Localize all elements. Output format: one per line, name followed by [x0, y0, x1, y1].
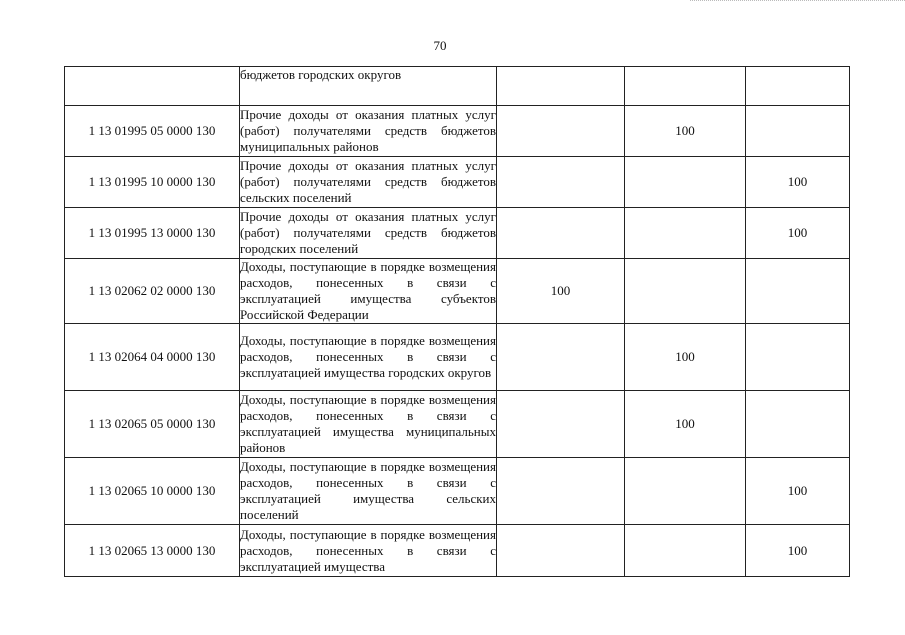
description-text: Прочие доходы от оказания платных услуг (работ) получателями средств бюджетов городских поселений	[240, 209, 496, 256]
value-cell	[625, 458, 746, 525]
revenue-code-table	[64, 66, 850, 577]
description-cell	[240, 525, 497, 577]
value-cell: 100	[746, 208, 850, 259]
code-cell	[65, 67, 240, 106]
description-text: Доходы, поступающие в порядке возмещения расходов, понесенных в связи с эксплуатацией имущества субъектов Российской Федерации	[240, 259, 496, 322]
table-row	[65, 67, 850, 106]
description-cell	[240, 324, 497, 391]
description-text: бюджетов городских округов	[240, 67, 402, 82]
table-row	[65, 106, 850, 157]
value-cell: 100	[746, 458, 850, 525]
table-row	[65, 458, 850, 525]
value-cell	[497, 208, 625, 259]
description-text: Прочие доходы от оказания платных услуг (работ) получателями средств бюджетов муниципальных районов	[240, 107, 496, 154]
value-cell	[497, 525, 625, 577]
code-cell: 1 13 02064 04 0000 130	[65, 324, 240, 391]
table-row	[65, 259, 850, 324]
code-cell: 1 13 01995 10 0000 130	[65, 157, 240, 208]
table-row	[65, 208, 850, 259]
table-row	[65, 324, 850, 391]
table-row	[65, 391, 850, 458]
description-cell	[240, 106, 497, 157]
value-cell: 100	[497, 259, 625, 324]
value-cell	[625, 259, 746, 324]
value-cell: 100	[746, 525, 850, 577]
table-row	[65, 157, 850, 208]
value-cell	[497, 458, 625, 525]
value-cell	[497, 391, 625, 458]
value-cell: 100	[625, 324, 746, 391]
description-cell	[240, 157, 497, 208]
description-cell	[240, 259, 497, 324]
code-cell: 1 13 02065 10 0000 130	[65, 458, 240, 525]
description-text: Прочие доходы от оказания платных услуг (работ) получателями средств бюджетов сельских поселений	[240, 158, 496, 205]
value-cell	[497, 106, 625, 157]
description-text: Доходы, поступающие в порядке возмещения расходов, понесенных в связи с эксплуатацией имущества сельских поселений	[240, 459, 496, 522]
page-number: 70	[433, 38, 447, 53]
value-cell	[746, 259, 850, 324]
value-cell	[497, 324, 625, 391]
description-cell	[240, 458, 497, 525]
value-cell	[746, 391, 850, 458]
value-cell	[497, 67, 625, 106]
value-cell	[746, 106, 850, 157]
code-cell: 1 13 02065 13 0000 130	[65, 525, 240, 577]
description-cell	[240, 391, 497, 458]
value-cell	[497, 157, 625, 208]
value-cell: 100	[625, 106, 746, 157]
scan-edge-mark	[690, 0, 905, 3]
description-cell	[240, 67, 497, 106]
code-cell: 1 13 02065 05 0000 130	[65, 391, 240, 458]
description-text: Доходы, поступающие в порядке возмещения расходов, понесенных в связи с эксплуатацией имущества городских округов	[240, 333, 496, 380]
value-cell: 100	[625, 391, 746, 458]
table-row	[65, 525, 850, 577]
value-cell	[625, 208, 746, 259]
description-text: Доходы, поступающие в порядке возмещения расходов, понесенных в связи с эксплуатацией имущества	[240, 526, 496, 574]
value-cell	[746, 67, 850, 106]
description-text: Доходы, поступающие в порядке возмещения расходов, понесенных в связи с эксплуатацией имущества муниципальных районов	[240, 392, 496, 455]
code-cell: 1 13 01995 05 0000 130	[65, 106, 240, 157]
value-cell	[625, 67, 746, 106]
value-cell	[625, 525, 746, 577]
code-cell: 1 13 02062 02 0000 130	[65, 259, 240, 324]
value-cell: 100	[746, 157, 850, 208]
description-cell	[240, 208, 497, 259]
value-cell	[746, 324, 850, 391]
code-cell: 1 13 01995 13 0000 130	[65, 208, 240, 259]
value-cell	[625, 157, 746, 208]
